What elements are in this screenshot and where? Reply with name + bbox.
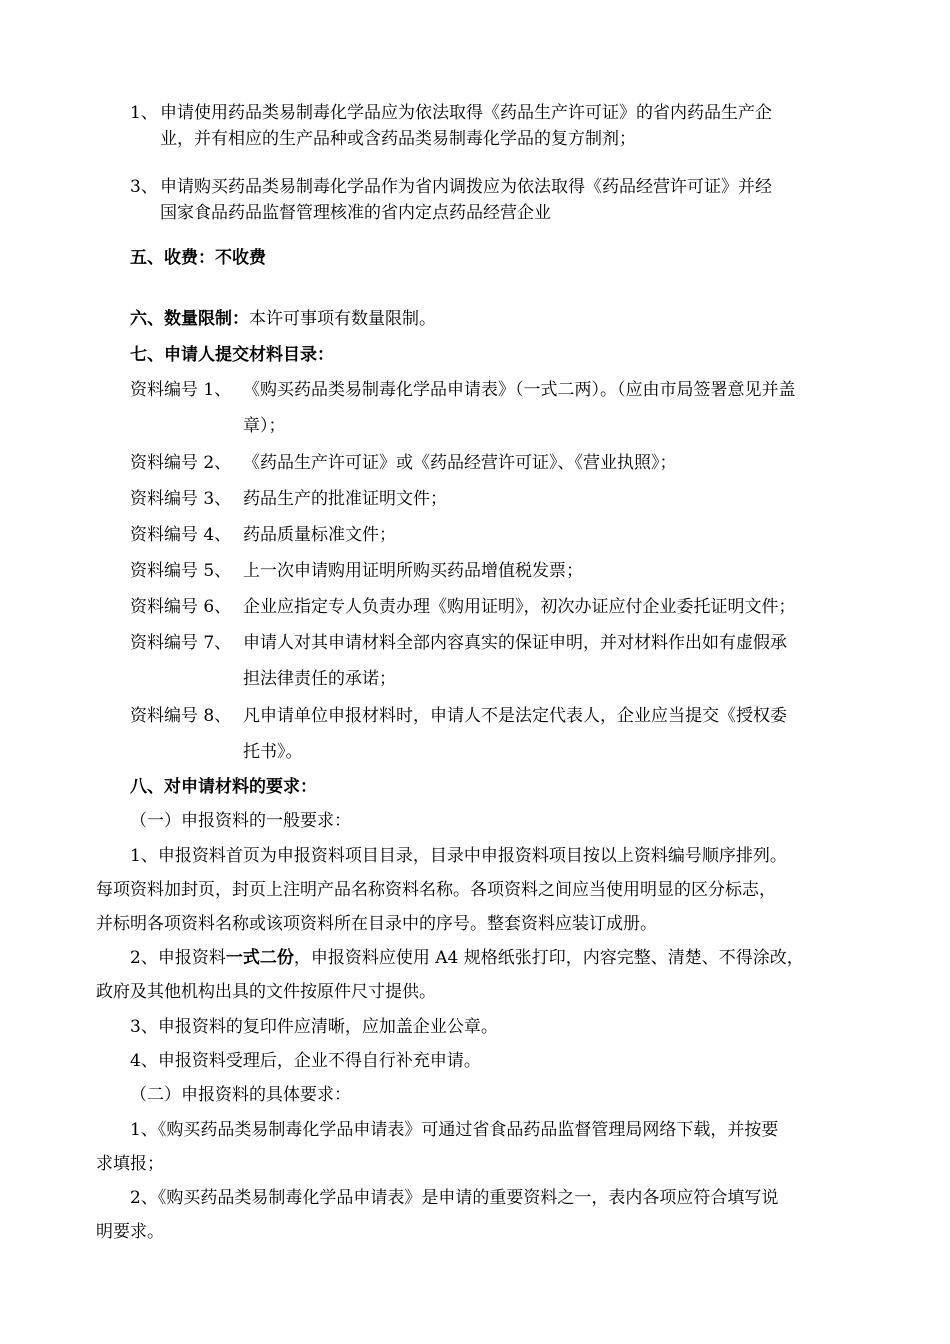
section-6	[130, 307, 436, 331]
material-8-line-1: 凡申请单位申报材料时，申请人不是法定代表人，企业应当提交《授权委	[243, 706, 787, 726]
material-4-prefix: 资料编号 4、	[130, 525, 232, 545]
specific-heading: （二）申报资料的具体要求：	[130, 1085, 351, 1105]
material-1-line-1: 《购买药品类易制毒化学品申请表》（一式二两）。（应由市局签署意见并盖	[243, 380, 796, 400]
specific-p1-line-2: 求填报；	[96, 1154, 164, 1174]
general-p1-line-2: 每项资料加封页，封页上注明产品名称资料名称。各项资料之间应当使用明显的区分标志，	[96, 880, 776, 900]
material-3-line-1: 药品生产的批准证明文件；	[243, 489, 447, 509]
item-1-line-2: 业，并有相应的生产品种或含药品类易制毒化学品的复方制剂；	[160, 129, 636, 149]
material-1-prefix: 资料编号 1、	[130, 380, 232, 400]
general-p2-rest: ，申报资料应使用 A4 规格纸张打印，内容完整、清楚、不得涂改，	[293, 948, 804, 968]
general-p4: 4、申报资料受理后，企业不得自行补充申请。	[130, 1051, 481, 1071]
general-p2-lead: 2、申报资料	[130, 948, 226, 968]
general-p2-emphasis: 一式二份	[225, 948, 294, 968]
material-4-line-1: 药品质量标准文件；	[243, 525, 396, 545]
section-5-title	[130, 246, 266, 270]
material-6-line-1: 企业应指定专人负责办理《购用证明》，初次办证应付企业委托证明文件；	[243, 597, 796, 617]
general-p1-line-3: 并标明各项资料名称或该项资料所在目录中的序号。整套资料应装订成册。	[96, 914, 657, 934]
material-6-prefix: 资料编号 6、	[130, 597, 232, 617]
material-8-line-2: 托书》。	[243, 742, 303, 762]
material-5-prefix: 资料编号 5、	[130, 561, 232, 581]
specific-p2-line-1: 2、《购买药品类易制毒化学品申请表》是申请的重要资料之一，表内各项应符合填写说	[130, 1188, 779, 1208]
material-8-prefix: 资料编号 8、	[130, 706, 232, 726]
item-3-number: 3、	[130, 177, 158, 197]
general-p1-line-1: 1、申报资料首页为申报资料项目目录，目录中申报资料项目按以上资料编号顺序排列。	[130, 846, 787, 866]
general-heading: （一）申报资料的一般要求：	[130, 811, 351, 831]
general-p2-line-2: 政府及其他机构出具的文件按原件尺寸提供。	[96, 982, 436, 1002]
material-7-prefix: 资料编号 7、	[130, 633, 232, 653]
material-7-line-2: 担法律责任的承诺；	[243, 669, 396, 689]
section-5-label: 五、收费：	[130, 248, 215, 268]
section-8-title: 八、对申请材料的要求：	[130, 777, 317, 797]
specific-p2-line-2: 明要求。	[96, 1222, 164, 1242]
section-6-value: 本许可事项有数量限制。	[249, 309, 436, 329]
material-2-line-1: 《药品生产许可证》或《药品经营许可证》、《营业执照》；	[243, 453, 677, 473]
item-3-line-2: 国家食品药品监督管理核准的省内定点药品经营企业	[160, 203, 551, 223]
section-6-label: 六、数量限制：	[130, 309, 249, 329]
general-p3: 3、申报资料的复印件应清晰，应加盖企业公章。	[130, 1017, 498, 1037]
item-3-line-1: 申请购买药品类易制毒化学品作为省内调拨应为依法取得《药品经营许可证》并经	[160, 177, 772, 197]
section-5-value: 不收费	[215, 248, 266, 268]
item-1-number: 1、	[130, 103, 158, 123]
material-5-line-1: 上一次申请购用证明所购买药品增值税发票；	[243, 561, 583, 581]
section-7-title: 七、申请人提交材料目录：	[130, 345, 334, 365]
material-3-prefix: 资料编号 3、	[130, 489, 232, 509]
item-1-line-1: 申请使用药品类易制毒化学品应为依法取得《药品生产许可证》的省内药品生产企	[160, 103, 772, 123]
general-p2-line-1	[130, 946, 804, 970]
material-1-line-2: 章）；	[243, 416, 286, 436]
specific-p1-line-1: 1、《购买药品类易制毒化学品申请表》可通过省食品药品监督管理局网络下载，并按要	[130, 1120, 779, 1140]
material-2-prefix: 资料编号 2、	[130, 453, 232, 473]
material-7-line-1: 申请人对其申请材料全部内容真实的保证申明，并对材料作出如有虚假承	[243, 633, 787, 653]
